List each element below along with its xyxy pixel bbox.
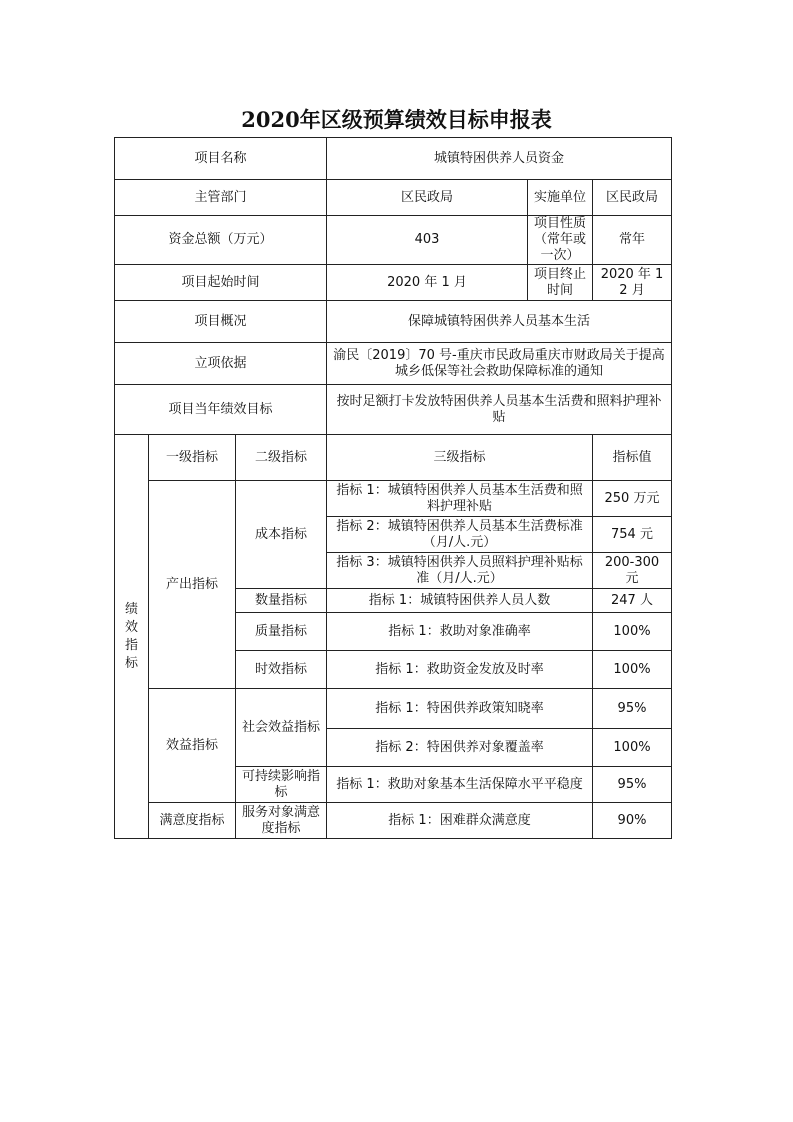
cost-item-3: 指标 3：城镇特困供养人员照料护理补贴标准（月/人.元） [327, 553, 593, 589]
indicator-section-label: 绩效指标 [115, 435, 149, 839]
timeliness-indicator-label: 时效指标 [236, 651, 327, 689]
cost-item-1: 指标 1：城镇特困供养人员基本生活费和照料护理补贴 [327, 481, 593, 517]
quality-item: 指标 1：救助对象准确率 [327, 613, 593, 651]
header-level2: 二级指标 [236, 435, 327, 481]
sustainable-indicator-label: 可持续影响指标 [236, 767, 327, 803]
social-item-2-value: 100% [593, 729, 672, 767]
dept-value: 区民政局 [327, 180, 528, 216]
project-name-label: 项目名称 [115, 138, 327, 180]
satisfaction-indicator-label: 满意度指标 [149, 803, 236, 839]
header-value: 指标值 [593, 435, 672, 481]
quality-item-value: 100% [593, 613, 672, 651]
quantity-item: 指标 1：城镇特困供养人员人数 [327, 589, 593, 613]
basis-value: 渝民〔2019〕70 号-重庆市民政局重庆市财政局关于提高城乡低保等社会救助保障标准的通知 [327, 343, 672, 385]
fund-label: 资金总额（万元） [115, 216, 327, 265]
end-label: 项目终止时间 [528, 265, 593, 301]
goal-label: 项目当年绩效目标 [115, 385, 327, 435]
project-name-value: 城镇特困供养人员资金 [327, 138, 672, 180]
quantity-indicator-label: 数量指标 [236, 589, 327, 613]
social-item-1: 指标 1：特困供养政策知晓率 [327, 689, 593, 729]
output-indicator-label: 产出指标 [149, 481, 236, 689]
cost-item-3-value: 200-300 元 [593, 553, 672, 589]
page-title: 2020年区级预算绩效目标申报表 [241, 107, 552, 132]
quality-indicator-label: 质量指标 [236, 613, 327, 651]
timeliness-item: 指标 1：救助资金发放及时率 [327, 651, 593, 689]
goal-value: 按时足额打卡发放特困供养人员基本生活费和照料护理补贴 [327, 385, 672, 435]
sustainable-item-value: 95% [593, 767, 672, 803]
fund-value: 403 [327, 216, 528, 265]
cost-item-1-value: 250 万元 [593, 481, 672, 517]
budget-performance-form [114, 137, 672, 839]
dept-label: 主管部门 [115, 180, 327, 216]
start-value: 2020 年 1 月 [327, 265, 528, 301]
start-label: 项目起始时间 [115, 265, 327, 301]
end-value: 2020 年 12 月 [593, 265, 672, 301]
nature-value: 常年 [593, 216, 672, 265]
timeliness-item-value: 100% [593, 651, 672, 689]
impl-value: 区民政局 [593, 180, 672, 216]
cost-item-2-value: 754 元 [593, 517, 672, 553]
satisfaction-item-value: 90% [593, 803, 672, 839]
satisfaction-item: 指标 1：困难群众满意度 [327, 803, 593, 839]
overview-value: 保障城镇特困供养人员基本生活 [327, 301, 672, 343]
cost-indicator-label: 成本指标 [236, 481, 327, 589]
impl-label: 实施单位 [528, 180, 593, 216]
service-indicator-label: 服务对象满意度指标 [236, 803, 327, 839]
social-indicator-label: 社会效益指标 [236, 689, 327, 767]
benefit-indicator-label: 效益指标 [149, 689, 236, 803]
overview-label: 项目概况 [115, 301, 327, 343]
nature-label: 项目性质（常年或一次） [528, 216, 593, 265]
sustainable-item: 指标 1：救助对象基本生活保障水平平稳度 [327, 767, 593, 803]
header-level3: 三级指标 [327, 435, 593, 481]
social-item-2: 指标 2：特困供养对象覆盖率 [327, 729, 593, 767]
header-level1: 一级指标 [149, 435, 236, 481]
quantity-item-value: 247 人 [593, 589, 672, 613]
basis-label: 立项依据 [115, 343, 327, 385]
social-item-1-value: 95% [593, 689, 672, 729]
cost-item-2: 指标 2：城镇特困供养人员基本生活费标准（月/人.元） [327, 517, 593, 553]
